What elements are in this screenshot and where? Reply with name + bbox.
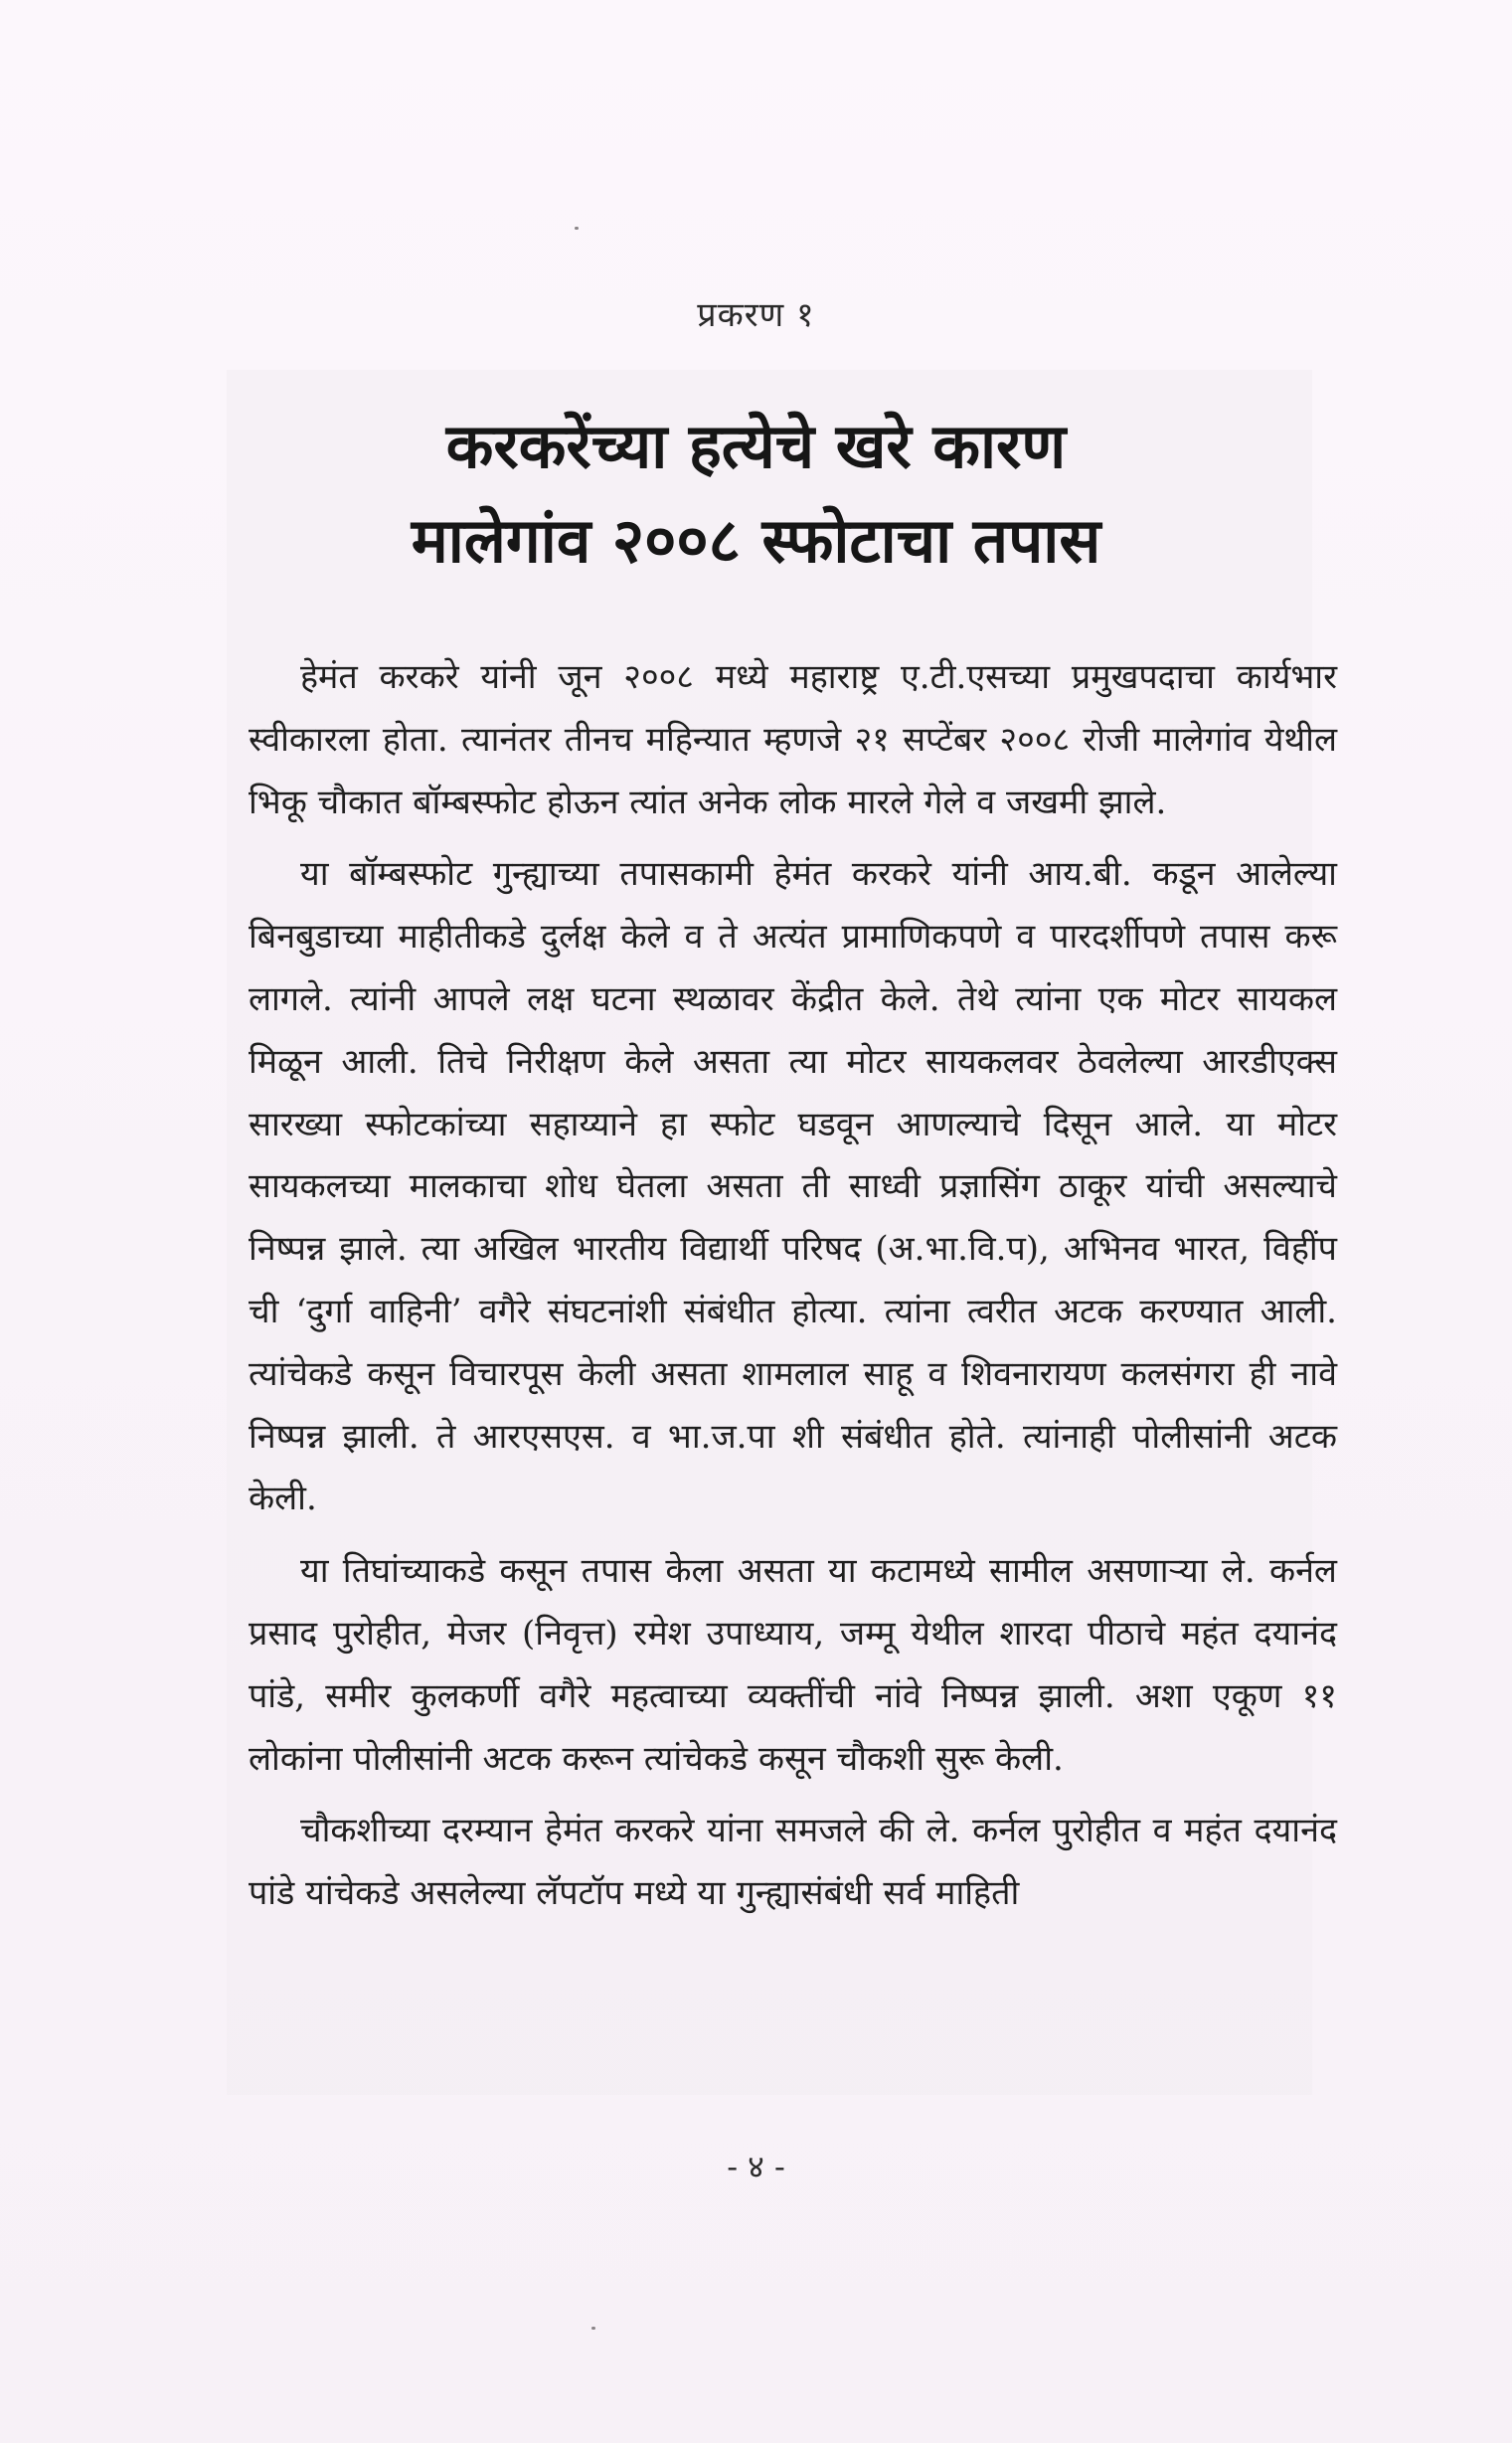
scan-speck — [591, 2327, 595, 2330]
paragraph-1: हेमंत करकरे यांनी जून २००८ मध्ये महाराष्ट्र ए.टी.एसच्या प्रमुखपदाचा कार्यभार स्वीकारला होता. त्यानंतर तीनच महिन्यात म्हणजे २१ सप्टेंबर २००८ रोजी मालेगांव येथील भिकू चौकात बॉम्बस्फोट होऊन त्यांत अनेक लोक मारले गेले व जखमी झाले. — [249, 657, 1337, 822]
body-text — [249, 646, 1337, 1935]
page-number: - ४ - — [727, 2148, 785, 2185]
scan-speck — [575, 227, 579, 230]
chapter-title-line-1: करकरेंच्या हत्येचे खरे कारण — [445, 410, 1067, 482]
chapter-title-line-2: मालेगांव २००८ स्फोटाचा तपास — [411, 504, 1101, 577]
paragraph-4: चौकशीच्या दरम्यान हेमंत करकरे यांना समजले की ले. कर्नल पुरोहीत व महंत दयानंद पांडे यांचेकडे असलेल्या लॅपटॉप मध्ये या गुन्ह्यासंबंधी सर्व माहिती — [249, 1811, 1337, 1914]
chapter-label: प्रकरण १ — [697, 295, 815, 335]
paragraph-2: या बॉम्बस्फोट गुन्ह्याच्या तपासकामी हेमंत करकरे यांनी आय.बी. कडून आलेल्या बिनबुडाच्या माहीतीकडे दुर्लक्ष केले व ते अत्यंत प्रामाणिकपणे व पारदर्शीपणे तपास करू लागले. त्यांनी आपले लक्ष घटना स्थळावर केंद्रीत केले. तेथे त्यांना एक मोटर सायकल मिळून आली. तिचे निरीक्षण केले असता त्या मोटर सायकलवर ठेवलेल्या आरडीएक्स सारख्या स्फोटकांच्या सहाय्याने हा स्फोट घडवून आणल्याचे दिसून आले. या मोटर सायकलच्या मालकाचा शोध घेतला असता ती साध्वी प्रज्ञासिंग ठाकूर यांची असल्याचे निष्पन्न झाले. त्या अखिल भारतीय विद्यार्थी परिषद (अ.भा.वि.प), अभिनव भारत, विहींप ची ‘दुर्गा वाहिनी’ वगैरे संघटनांशी संबंधीत होत्या. त्यांना त्वरीत अटक करण्यात आली. त्यांचेकडे कसून विचारपूस केली असता शामलाल साहू व शिवनारायण कलसंगरा ही नावे निष्पन्न झाली. ते आरएसएस. व भा.ज.पा शी संबंधीत होते. त्यांनाही पोलीसांनी अटक केली. — [249, 854, 1337, 1519]
paragraph-3: या तिघांच्याकडे कसून तपास केला असता या कटामध्ये सामील असणाऱ्या ले. कर्नल प्रसाद पुरोहीत, मेजर (निवृत्त) रमेश उपाध्याय, जम्मू येथील शारदा पीठाचे महंत दयानंद पांडे, समीर कुलकर्णी वगैरे महत्वाच्या व्यक्तींची नांवे निष्पन्न झाली. अशा एकूण ११ लोकांना पोलीसांनी अटक करून त्यांचेकडे कसून चौकशी सुरू केली. — [249, 1551, 1337, 1779]
